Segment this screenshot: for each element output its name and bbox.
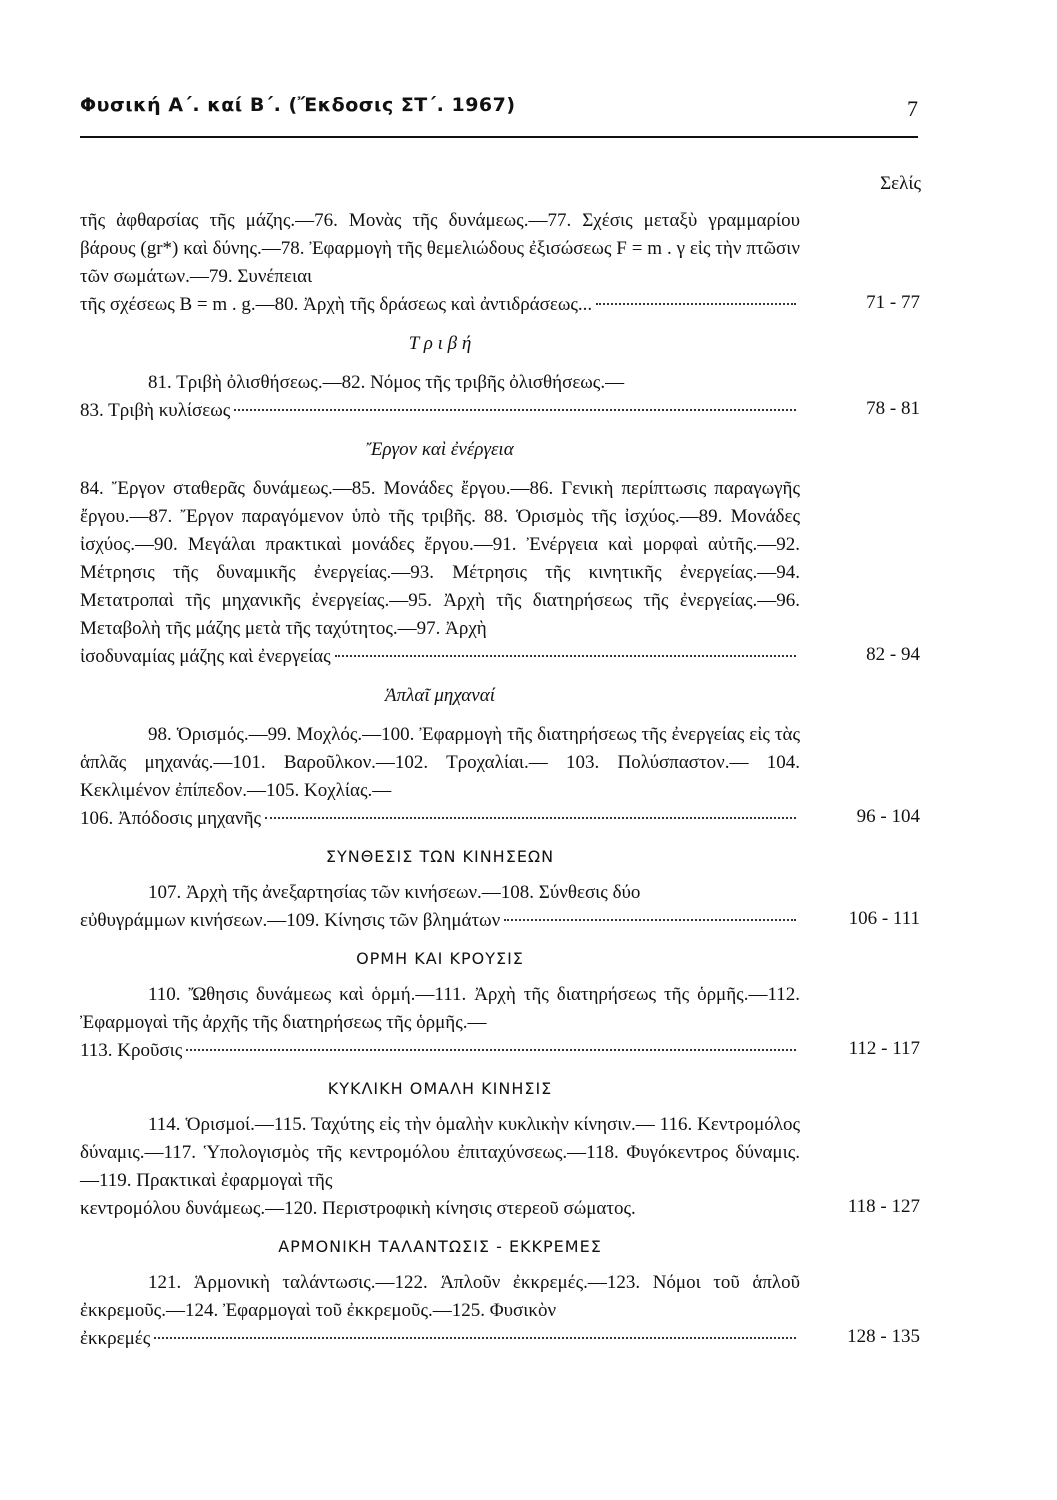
leader-dots <box>154 1336 796 1339</box>
toc-entry <box>80 475 920 671</box>
section-heading: Ἔργον καὶ ἐνέργεια <box>366 439 514 460</box>
section-heading: ΚΥΚΛΙΚΗ ΟΜΑΛΗ ΚΙΝΗΣΙΣ <box>327 1079 553 1098</box>
entry-last-line <box>80 907 800 935</box>
entry-text: 84. Ἔργον σταθερᾶς δυνάμεως.—85. Μονάδες ἔργου.—86. Γενικὴ περίπτωσις παραγωγῆς ἔργου.—87. Ἔργον παραγόμενον ὑπὸ τῆς τριβῆς. 88. Ὁρισμὸς τῆς ἰσχύος.—89. Μονάδες ἰσχύος.—90. Μεγάλαι πρακτικαὶ μονάδες ἔργου.—91. Ἐνέργεια καὶ μορφαὶ αὐτῆς.—92. Μέτρησις τῆς δυναμικῆς ἐνεργείας.—93. Μέτρησις τῆς κινητικῆς ἐνεργείας.—94. Μετατροπαὶ τῆς μηχανικῆς ἐνεργείας.—95. Ἀρχὴ τῆς διατηρήσεως τῆς ἐνεργείας.—96. Μεταβολὴ τῆς μάζης μετὰ τῆς ταχύτητος.—97. Ἀρχὴ <box>80 478 800 639</box>
section-heading: Τ ρ ι β ή <box>408 333 472 354</box>
entry-text: 110. Ὤθησις δυνάμεως καὶ ὁρμή.—111. Ἀρχὴ τῆς διατηρήσεως τῆς ὁρμῆς.—112. Ἐφαρμογαὶ τῆς ἀρχῆς τῆς διατηρήσεως τῆς ὁρμῆς.— <box>80 984 800 1033</box>
entry-text: 121. Ἁρμονικὴ ταλάντωσις.—122. Ἁπλοῦν ἐκκρεμές.—123. Νόμοι τοῦ ἁπλοῦ ἐκκρεμοῦς.—124. Ἐφαρμογαὶ τοῦ ἐκκρεμοῦς.—125. Φυσικὸν <box>80 1272 800 1321</box>
entry-text: 107. Ἀρχὴ τῆς ἀνεξαρτησίας τῶν κινήσεων.—108. Σύνθεσις δύο <box>148 882 641 903</box>
entry-last-line <box>80 1195 800 1223</box>
entry-last-line <box>80 397 800 425</box>
toc-entry <box>80 721 920 833</box>
header-title: Φυσική Α΄. καί Β΄. (Ἔκδοσις ΣΤ΄. 1967) <box>80 94 516 116</box>
leader-dots <box>335 654 796 657</box>
running-header <box>80 94 918 128</box>
section-heading: Ἁπλαῖ μηχαναί <box>385 685 495 706</box>
entry-text: 114. Ὁρισμοί.—115. Ταχύτης εἰς τὴν ὁμαλὴν κυκλικὴν κίνησιν.— 116. Κεντρομόλος δύναμις.—117. Ὑπολογισμὸς τῆς κεντρομόλου ἐπιταχύνσεως.—118. Φυγόκεντρος δύναμις.—119. Πρακτικαὶ ἐφαρμογαὶ τῆς <box>80 1114 800 1191</box>
section-heading: ΣΥΝΘΕΣΙΣ ΤΩΝ ΚΙΝΗΣΕΩΝ <box>325 847 555 866</box>
leader-dots <box>234 408 796 411</box>
page-range: 118 - 127 <box>847 1196 920 1217</box>
page-range: 82 - 94 <box>866 644 920 665</box>
leader-dots <box>186 1048 796 1051</box>
toc-entry <box>80 369 920 425</box>
toc-entry <box>80 1111 920 1223</box>
entry-text-end: 83. Τριβὴ κυλίσεως <box>80 400 231 421</box>
entry-text-end: ἰσοδυναμίας μάζης καὶ ἐνεργείας <box>80 646 331 667</box>
entry-text-end: ἐκκρεμές <box>80 1328 151 1349</box>
section-heading: ΑΡΜΟΝΙΚΗ ΤΑΛΑΝΤΩΣΙΣ - ΕΚΚΡΕΜΕΣ <box>278 1237 602 1256</box>
leader-dots <box>596 302 796 305</box>
entry-text-end: κεντρομόλου δυνάμεως.—120. Περιστροφικὴ κίνησις στερεοῦ σώματος. <box>80 1198 636 1219</box>
section-heading: ΟΡΜΗ ΚΑΙ ΚΡΟΥΣΙΣ <box>356 949 524 968</box>
page-range: 71 - 77 <box>866 292 920 313</box>
entry-last-line <box>80 291 800 319</box>
entry-text: 81. Τριβὴ ὀλισθήσεως.—82. Νόμος τῆς τριβῆς ὀλισθήσεως.— <box>148 372 625 393</box>
pages-column-heading: Σελίς <box>880 173 921 194</box>
entry-text: 98. Ὁρισμός.—99. Μοχλός.—100. Ἐφαρμογὴ τῆς διατηρήσεως τῆς ἐνεργείας εἰς τὰς ἁπλᾶς μηχανάς.—101. Βαροῦλκον.—102. Τροχαλίαι.— 103. Πολύσπαστον.— 104. Κεκλιμένον ἐπίπεδον.—105. Κοχλίας.— <box>80 724 800 801</box>
toc-entry <box>80 981 920 1065</box>
entry-last-line <box>80 643 800 671</box>
leader-dots <box>265 816 796 819</box>
table-of-contents <box>80 207 920 1365</box>
page-range: 112 - 117 <box>848 1038 920 1059</box>
entry-last-line <box>80 1037 800 1065</box>
page-range: 106 - 111 <box>848 908 920 929</box>
entry-last-line <box>80 805 800 833</box>
header-rule <box>80 136 918 138</box>
page-range: 128 - 135 <box>847 1326 920 1347</box>
page-number: 7 <box>907 96 918 121</box>
entry-text-end: εὐθυγράμμων κινήσεων.—109. Κίνησις τῶν βλημάτων <box>80 910 501 931</box>
page-range: 96 - 104 <box>856 806 920 827</box>
toc-entry <box>80 879 920 935</box>
entry-text: τῆς ἀφθαρσίας τῆς μάζης.—76. Μονὰς τῆς δυνάμεως.—77. Σχέσις μεταξὺ γραμμαρίου βάρους (gr*) καὶ δύνης.—78. Ἐφαρμογὴ τῆς θεμελιώδους ἐξισώσεως F = m . γ εἰς τὴν πτῶσιν τῶν σωμάτων.—79. Συνέπειαι <box>80 210 800 287</box>
toc-entry <box>80 207 920 319</box>
entry-text-end: 106. Ἀπόδοσις μηχανῆς <box>80 808 262 829</box>
leader-dots <box>504 918 796 921</box>
entry-last-line <box>80 1325 800 1353</box>
toc-entry <box>80 1269 920 1353</box>
entry-text-end: 113. Κροῦσις <box>80 1040 183 1061</box>
page-range: 78 - 81 <box>866 398 920 419</box>
entry-text-end: τῆς σχέσεως B = m . g.—80. Ἀρχὴ τῆς δράσεως καὶ ἀντιδράσεως... <box>80 294 593 315</box>
